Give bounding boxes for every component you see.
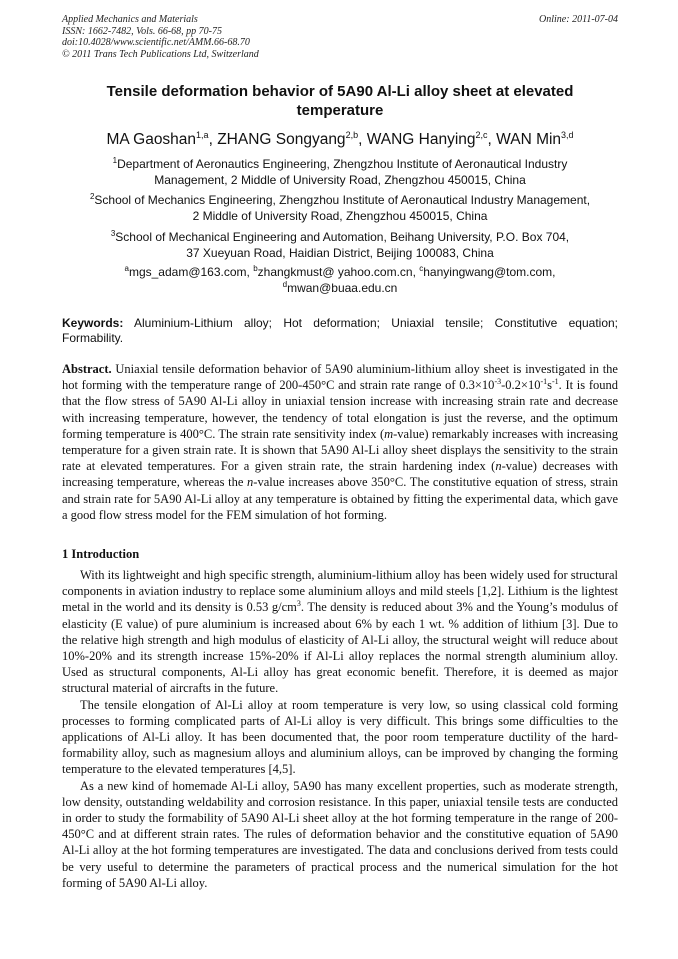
journal-header [62, 14, 618, 60]
author-list: MA Gaoshan$^{1,a}$, ZHANG Songyang$^{2,b}$, WANG Hanying$^{2,c}$, WAN Min$^{3,d}$ [106, 130, 574, 148]
author-name: ZHANG Songyang [217, 131, 346, 148]
abstract-text: -value) decreases with increasing temperature, whereas the [62, 459, 618, 490]
author-affiliation-mark: 2,b [345, 130, 359, 140]
abstract-text: -0.2×10 [501, 378, 541, 393]
email-mark: a [124, 264, 129, 273]
email-mark: c [419, 264, 424, 273]
exponent: -1 [540, 377, 548, 387]
exponent: 3 [296, 599, 301, 609]
abstract-text: . It is found that the flow stress of 5A90 Al-Li alloy in uniaxial tension increase with increasing strain rate and decrease with increasing temperature, however, the tendency of total elongation is just the reverse, and the optimum forming temperature is 400°C. The strain rate sensitivity index ( [62, 378, 618, 441]
email-address[interactable]: mgs_adam@163.com, [128, 265, 254, 279]
abstract-text: Uniaxial tensile deformation behavior of 5A90 aluminium-lithium alloy sheet is investigated in the hot forming with the temperature range of 200-450°C and strain rate range of 0.3×10 [62, 362, 618, 393]
italic-symbol: m [384, 426, 394, 441]
paragraph: As a new kind of homemade Al-Li alloy, 5A90 has many excellent properties, such as moderate strength, low density, outstanding weldability and corrosion resistance. In this paper, uniaxial tensile tests are conducted in order to study the formability of 5A90 Al-Li sheet alloy at the hot forming temperature in the range of 200-450°C and at different strain rates. The rules of deformation behavior and the constitutive equation of 5A90 Al-Li alloy at the hot forming temperatures are investigated. The data and conclusions derived from tests could be very useful to determine the parameters of practical process and the numerical simulation for the hot forming of 5A90 Al-Li alloy. [62, 778, 618, 890]
italic-symbol: n [247, 475, 254, 490]
keywords-label: Keywords: [62, 316, 124, 330]
keywords-text: Aluminium-Lithium alloy; Hot deformation; Uniaxial tensile; Constitutive equation; Formability. [62, 316, 618, 345]
paragraph [62, 567, 618, 697]
paragraph-text: . The density is reduced about 3% and the Young’s modulus of elasticity (E value) of pure aluminium is increased about 6% by each 1 wt. % addition of lithium [3]. Due to the relative high strength and high modulus of elasticity of Al-Li alloy, the structural weight will reduce about 10%-20% and its strength increase 15%-20% if Al-Li alloy replaces the normal strength aluminium alloy. Used as structural components, Al-Li alloy has great economic benefit. Therefore, it is deemed as major structural material of aircrafts in the future. [62, 600, 618, 696]
affiliation-line: School of Mechanics Engineering, Zhengzhou Institute of Aeronautical Industry Management, [94, 193, 591, 207]
keywords [62, 316, 618, 346]
abstract-text: s [547, 378, 552, 393]
exponent: -1 [552, 377, 559, 387]
online-date: Online: 2011-07-04 [539, 14, 618, 25]
paragraph: The tensile elongation of Al-Li alloy at room temperature is very low, so using classical cold forming processes to forming complicated parts of Al-Li alloy is very difficult. This brings some difficulties to the applications of Al-Li alloy. It has been documented that, the poor room temperature ductility of the hard-formability alloy, such as magnesium alloys and aluminium alloys, can be improved by changing the forming temperature to the elevated temperatures [4,5]. [62, 697, 618, 777]
affiliation-mark: 2 [89, 192, 95, 201]
section-heading: 1 Introduction [62, 547, 140, 561]
journal-issn: ISSN: 1662-7482, Vols. 66-68, pp 70-75 [62, 25, 222, 37]
email-address[interactable]: zhangkmust@ yahoo.com.cn, [257, 265, 420, 279]
exponent: -3 [494, 377, 502, 387]
affiliation-mark: 3 [110, 229, 116, 238]
affiliation-mark: 1 [112, 156, 118, 165]
abstract-text: -value) remarkably increases with increasing temperature for a given strain rate. It is shown that 5A90 Al-Li alloy sheet displays the sensitivity to the strain rate at elevated temperatures. For a given strain rate, the strain hardening index ( [62, 426, 618, 474]
email-address[interactable]: hanyingwang@tom.com, [423, 265, 556, 279]
affiliation-line: 2 Middle of University Road, Zhengzhou 450015, China [192, 209, 488, 223]
journal-copyright: © 2011 Trans Tech Publications Ltd, Switzerland [62, 48, 259, 60]
affiliation-line: 37 Xueyuan Road, Haidian District, Beijing 100083, China [186, 246, 494, 260]
affiliation-1 [62, 156, 618, 188]
affiliation-3 [62, 229, 618, 261]
abstract [62, 361, 618, 523]
abstract-text: -value increases above 350°C. The constitutive equation of stress, strain and strain rate for 5A90 Al-Li alloy at any temperature is obtained by fitting the experimental data, which gave a good flow stress model for the FEM simulation of hot forming. [62, 475, 618, 522]
author-name: WANG Hanying [366, 131, 476, 148]
author-name: WAN Min [496, 131, 562, 148]
author-name: MA Gaoshan [106, 131, 197, 148]
author-affiliation-mark: 2,c [475, 130, 488, 140]
affiliation-line: School of Mechanical Engineering and Automation, Beihang University, P.O. Box 704, [115, 230, 570, 244]
affiliation-2 [62, 192, 618, 224]
affiliation-line: Management, 2 Middle of University Road, Zhengzhou 450015, China [154, 173, 526, 187]
affiliation-line: Department of Aeronautics Engineering, Zhengzhou Institute of Aeronautical Industry [117, 157, 568, 171]
introduction-body [62, 567, 618, 891]
email-mark: b [253, 264, 258, 273]
author-affiliation-mark: 1,a [196, 130, 209, 140]
paragraph-text: With its lightweight and high specific strength, aluminium-lithium alloy has been widely used for structural components in aviation industry to replace some aluminium alloys and mild steels [1,2]. Lithium is the lightest metal in the world and its density is 0.53 g/cm [62, 568, 618, 615]
journal-doi: doi:10.4028/www.scientific.net/AMM.66-68.70 [62, 37, 250, 48]
journal-name: Applied Mechanics and Materials [62, 14, 198, 25]
abstract-label: Abstract. [62, 362, 112, 376]
email-mark: d [282, 280, 288, 289]
author-emails [62, 264, 618, 296]
email-address[interactable]: mwan@buaa.edu.cn [287, 281, 398, 295]
italic-symbol: n [495, 459, 502, 474]
author-affiliation-mark: 3,d [561, 130, 574, 140]
paper-title: Tensile deformation behavior of 5A90 Al-Li alloy sheet at elevated temperature [106, 83, 574, 119]
